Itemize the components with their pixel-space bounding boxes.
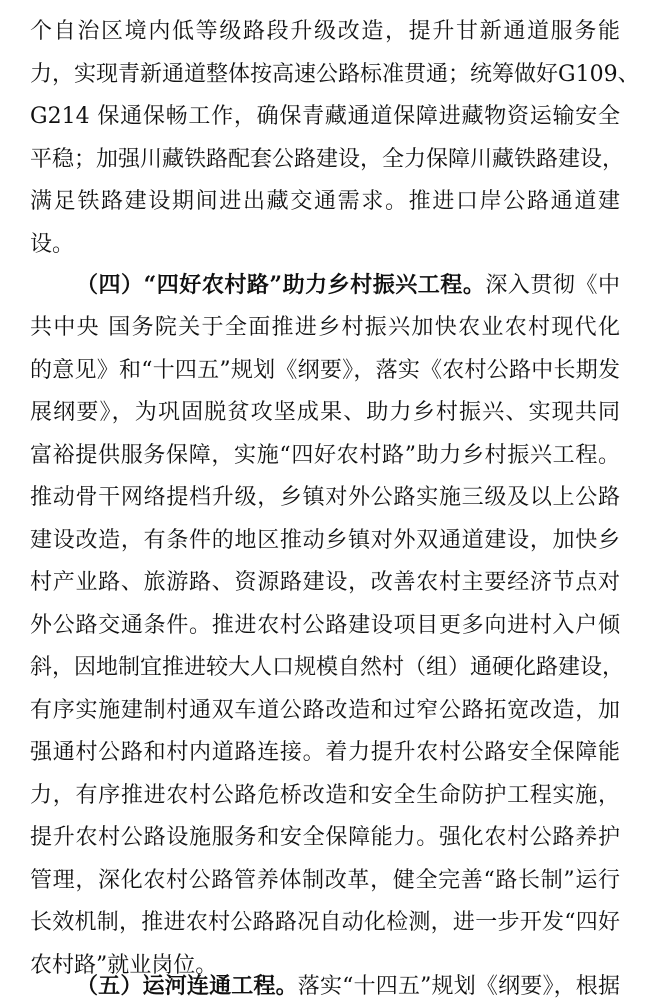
section-heading-4: （四）“四好农村路”助力乡村振兴工程。 (76, 272, 486, 298)
para2-line-13: 力，有序推进农村公路危桥改造和安全生命防护工程实施， (30, 783, 620, 808)
para2-line-3: 的意见》和“十四五”规划《纲要》，落实《农村公路中长期发 (30, 358, 620, 383)
para1-line-1: 个自治区境内低等级路段升级改造，提升甘新通道服务能 (30, 19, 620, 44)
para3-line-1-text: 落实“十四五”规划《纲要》，根据 (297, 974, 620, 999)
para1-line-4: 平稳；加强川藏铁路配套公路建设，全力保障川藏铁路建设， (30, 147, 625, 172)
para2-line-16: 长效机制，推进农村公路路况自动化检测，进一步开发“四好 (30, 910, 620, 935)
para2-line-12: 强通村公路和村内道路连接。着力提升农村公路安全保障能 (30, 740, 620, 765)
para2-line-11: 有序实施建制村通双车道公路改造和过窄公路拓宽改造，加 (30, 698, 620, 723)
para2-line-9: 外公路交通条件。推进农村公路建设项目更多向进村入户倾 (30, 613, 620, 638)
para2-line-14: 提升农村公路设施服务和安全保障能力。强化农村公路养护 (30, 825, 620, 850)
para1-line-3: G214 保通保畅工作，确保青藏通道保障进藏物资运输安全 (30, 104, 620, 129)
para2-line-6: 推动骨干网络提档升级，乡镇对外公路实施三级及以上公路 (30, 485, 620, 510)
para2-line-4: 展纲要》，为巩固脱贫攻坚成果、助力乡村振兴、实现共同 (30, 400, 620, 425)
para2-line-5: 富裕提供服务保障，实施“四好农村路”助力乡村振兴工程。 (30, 443, 620, 468)
para1-line-2: 力，实现青新通道整体按高速公路标准贯通；统筹做好G109、 (30, 62, 640, 87)
para3-line-1 (76, 966, 620, 1006)
para2-line-15: 管理，深化农村公路管养体制改革，健全完善“路长制”运行 (30, 868, 620, 893)
para2-line-1-text: 深入贯彻《中 (485, 273, 620, 298)
para1-line-6: 设。 (30, 232, 75, 257)
para2-line-7: 建设改造，有条件的地区推动乡镇对外双通道建设，加快乡 (30, 528, 620, 553)
para2-line-1 (76, 265, 620, 305)
para2-line-8: 村产业路、旅游路、资源路建设，改善农村主要经济节点对 (30, 570, 620, 595)
para2-line-10: 斜，因地制宜推进较大人口规模自然村（组）通硬化路建设， (30, 655, 625, 680)
para2-line-2: 共中央 国务院关于全面推进乡村振兴加快农业农村现代化 (30, 315, 620, 340)
para1-line-5: 满足铁路建设期间进出藏交通需求。推进口岸公路通道建 (30, 189, 620, 214)
section-heading-5: （五）运河连通工程。 (76, 973, 298, 999)
para2-line-17: 农村路”就业岗位。 (30, 953, 218, 978)
